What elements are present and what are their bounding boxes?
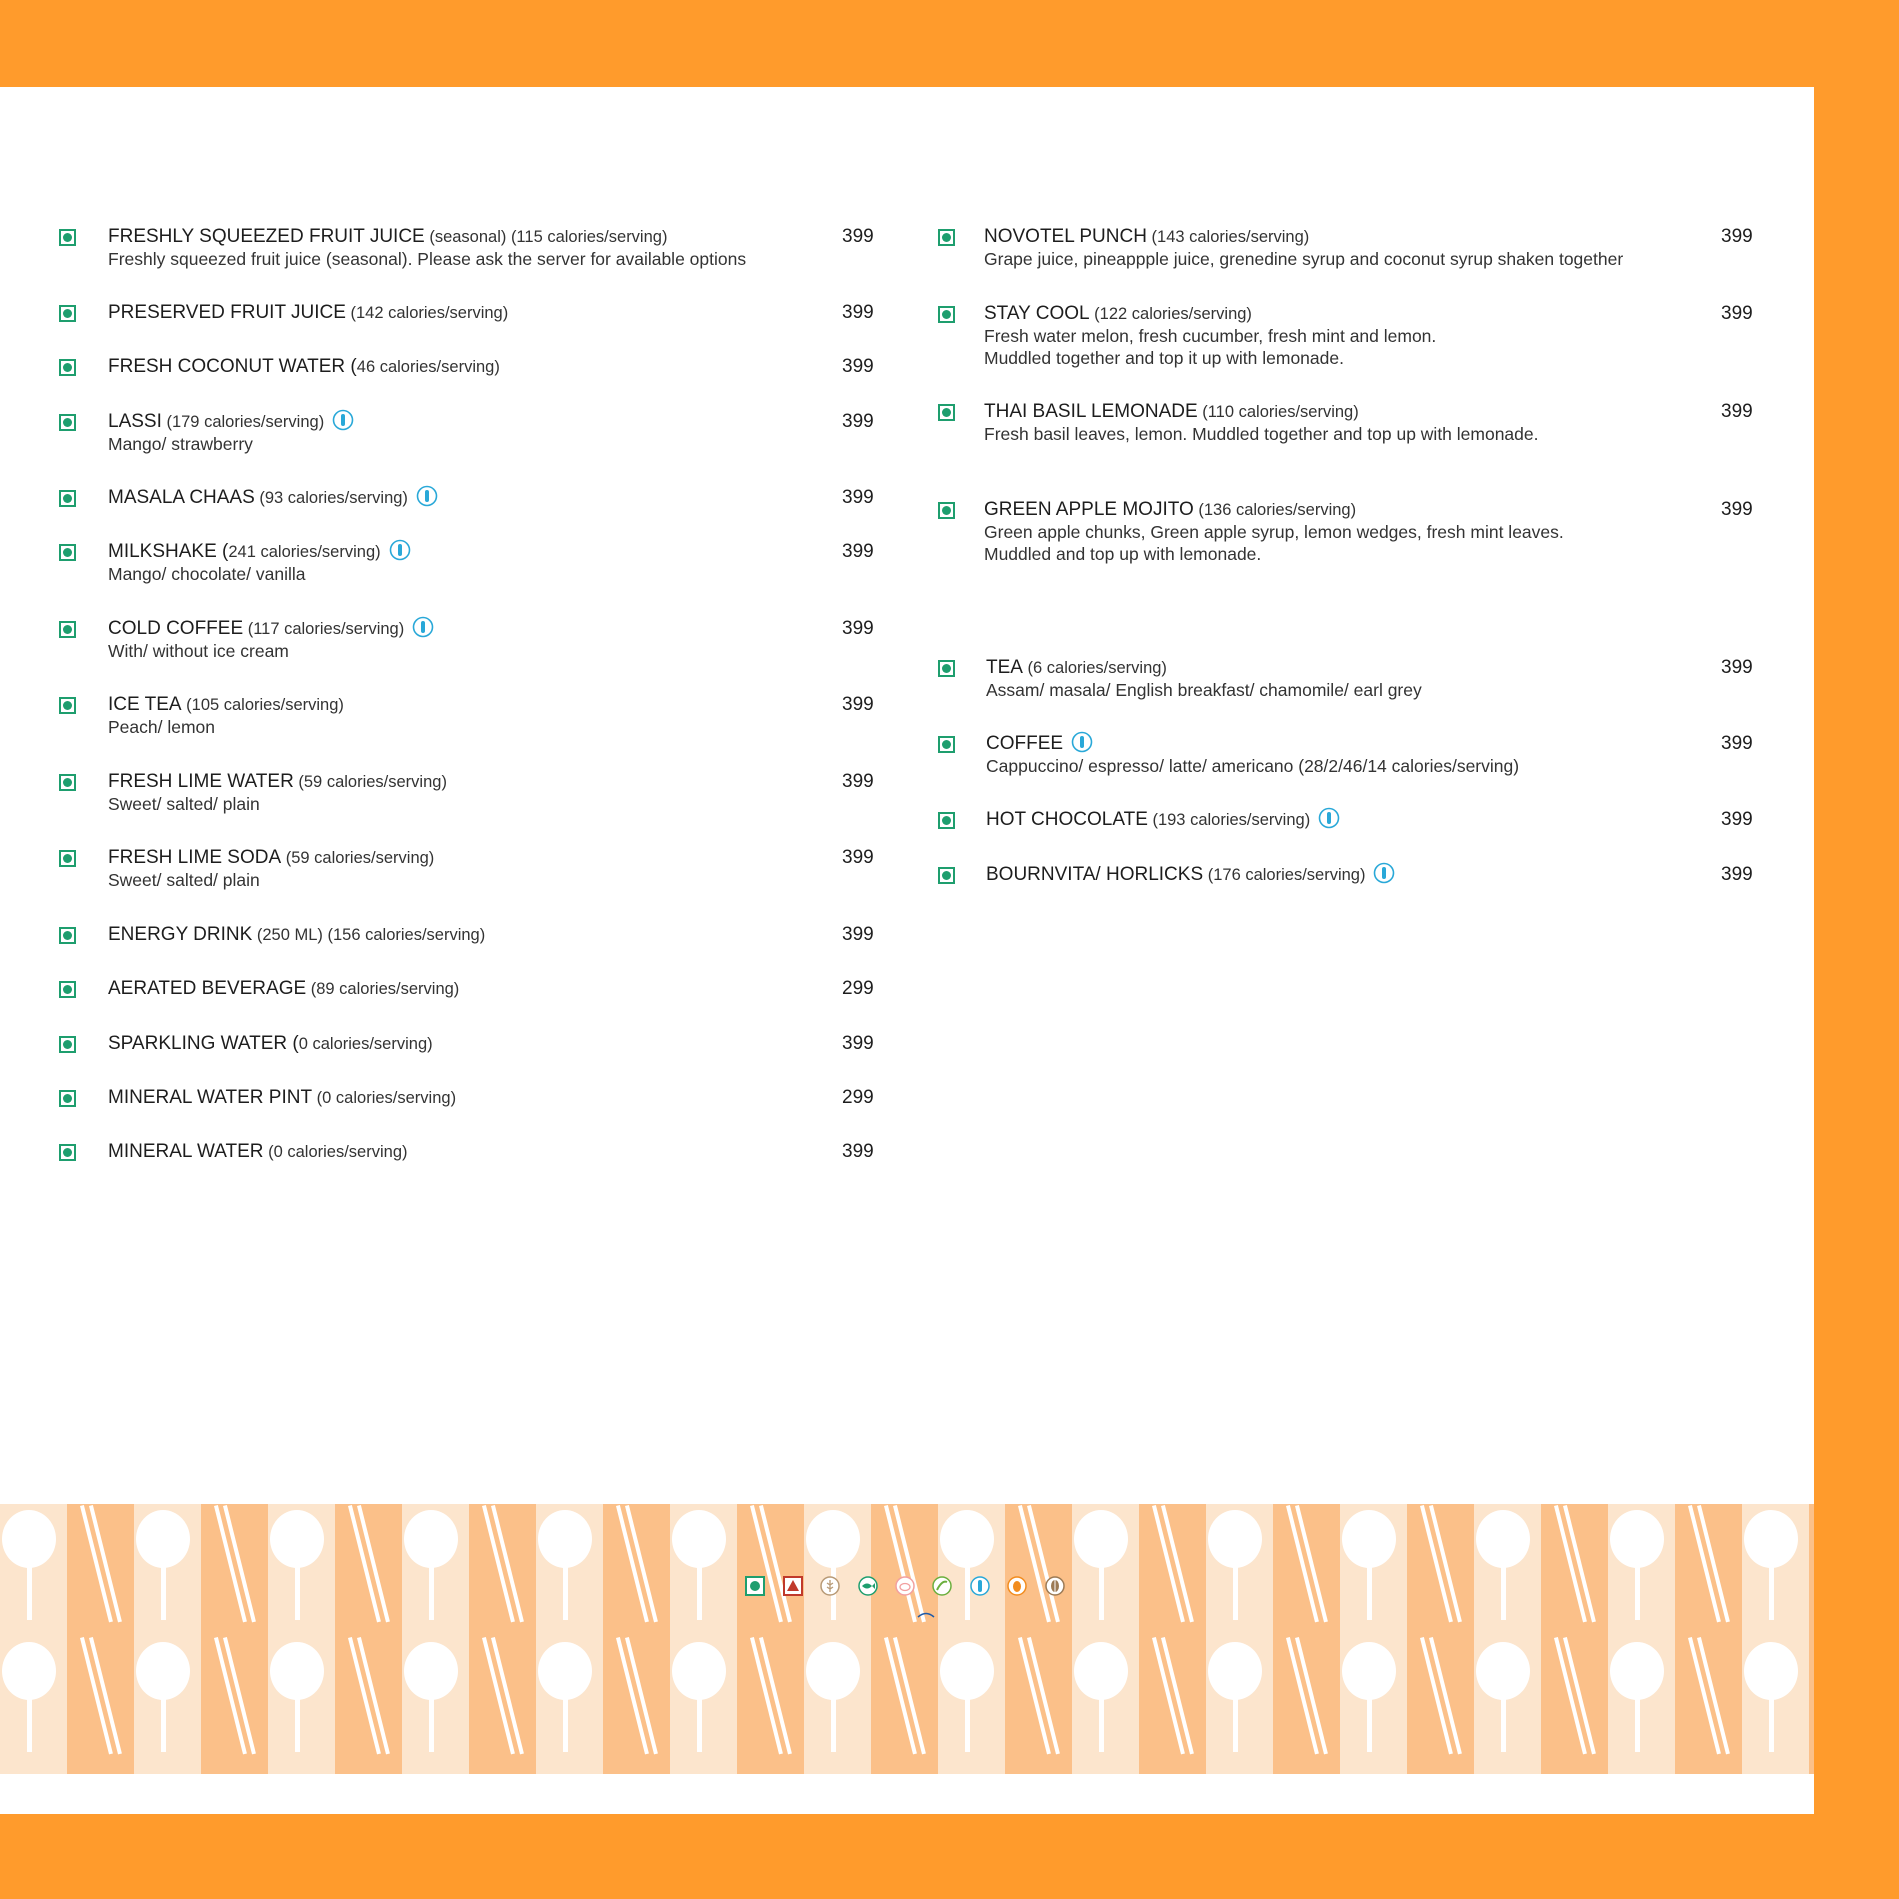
spoon-handle	[1099, 1692, 1104, 1752]
item-calories: (143 calories/serving)	[1146, 228, 1310, 246]
item-description: Mango/ strawberry	[108, 434, 253, 454]
item-description: Assam/ masala/ English breakfast/ chamomile/ earl grey	[986, 680, 1422, 700]
spoon-handle	[1367, 1692, 1372, 1752]
item-name: LASSI	[108, 411, 162, 433]
item-price: 399	[842, 356, 874, 377]
item-price: 399	[1721, 809, 1753, 830]
item-description: Cappuccino/ espresso/ latte/ americano (28/2/46/14 calories/serving)	[986, 756, 1520, 776]
legend-vegetarian	[745, 1576, 769, 1599]
legend-non-vegetarian	[783, 1576, 807, 1599]
item-description-2: Muddled together and top it up with lemonade.	[984, 348, 1344, 368]
milk-icon	[412, 616, 434, 638]
egg-icon	[1007, 1576, 1027, 1596]
spoon-handle	[831, 1692, 836, 1752]
vegetarian-icon	[938, 502, 955, 519]
spoon-handle	[295, 1692, 300, 1752]
item-description: With/ without ice cream	[108, 641, 289, 661]
item-calories: 0 calories/serving)	[298, 1035, 433, 1053]
item-name-line	[986, 809, 1340, 831]
legend-inbalance	[885, 1612, 891, 1635]
item-name-line	[984, 303, 1252, 325]
spoon-handle	[27, 1692, 32, 1752]
item-name: BOURNVITA/ HORLICKS	[986, 864, 1204, 886]
item-price: 399	[842, 302, 874, 323]
spoon-handle	[1769, 1692, 1774, 1752]
spoon-handle	[697, 1692, 702, 1752]
item-description: Grape juice, pineappple juice, grenedine syrup and coconut syrup shaken together	[984, 249, 1624, 269]
item-name: MILKSHAKE (	[108, 541, 229, 563]
vegetarian-icon	[938, 404, 955, 421]
item-name-line	[986, 864, 1395, 886]
item-description: Sweet/ salted/ plain	[108, 794, 260, 814]
item-name: ENERGY DRINK	[108, 924, 253, 945]
vegetarian-icon	[59, 414, 76, 431]
item-calories: (179 calories/serving)	[161, 413, 325, 432]
item-price: 399	[842, 847, 874, 868]
legend-row-1	[0, 1576, 1814, 1599]
milk-icon	[1373, 862, 1395, 884]
vegetarian-icon	[938, 867, 955, 884]
item-name: PRESERVED FRUIT JUICE	[108, 302, 346, 323]
non-vegetarian-icon	[783, 1576, 803, 1596]
item-price: 399	[842, 618, 874, 639]
spoon-handle	[1233, 1692, 1238, 1752]
novotel-n-icon	[915, 1611, 937, 1633]
soy-icon	[932, 1576, 952, 1596]
vegetarian-icon	[59, 1036, 76, 1053]
item-price: 399	[842, 226, 874, 247]
item-price: 399	[1721, 733, 1753, 754]
vegetarian-icon	[938, 736, 955, 753]
vegetarian-icon	[938, 229, 955, 246]
item-calories: (6 calories/serving)	[1022, 659, 1167, 677]
vegetarian-icon	[59, 544, 76, 561]
vegetarian-icon	[938, 660, 955, 677]
item-name-line	[108, 771, 447, 793]
item-name: ICE TEA	[108, 694, 182, 715]
item-price: 399	[842, 1141, 874, 1162]
item-calories: (89 calories/serving)	[306, 980, 460, 998]
item-calories: (105 calories/serving)	[181, 696, 344, 714]
legend-soy	[932, 1576, 956, 1599]
item-name-line	[986, 733, 1093, 755]
vegetarian-icon	[59, 981, 76, 998]
item-price: 399	[842, 487, 874, 508]
item-price: 399	[842, 924, 874, 945]
vegetarian-icon	[59, 490, 76, 507]
vegetarian-icon	[59, 305, 76, 322]
item-name: FRESH LIME WATER	[108, 771, 294, 792]
item-name: GREEN APPLE MOJITO	[984, 499, 1194, 520]
item-price: 299	[842, 1087, 874, 1108]
item-name: FRESH LIME SODA	[108, 847, 282, 868]
item-name: FRESHLY SQUEEZED FRUIT JUICE	[108, 226, 425, 247]
legend-seafood	[858, 1576, 882, 1599]
item-price: 399	[842, 411, 874, 432]
item-description: Sweet/ salted/ plain	[108, 870, 260, 890]
item-price: 399	[842, 694, 874, 715]
item-name-line	[108, 847, 434, 869]
item-price: 399	[1721, 657, 1753, 678]
spoon-handle	[429, 1692, 434, 1752]
item-name-line	[108, 618, 434, 640]
item-description-2: Muddled and top up with lemonade.	[984, 544, 1262, 564]
item-name-line	[986, 657, 1167, 679]
seafood-icon	[858, 1576, 878, 1596]
vegetarian-icon	[59, 1144, 76, 1161]
legend-novotel	[915, 1612, 929, 1635]
item-calories: (59 calories/serving)	[293, 773, 447, 791]
item-name-line	[984, 499, 1356, 521]
vegetarian-icon	[938, 306, 955, 323]
spoon-handle	[965, 1692, 970, 1752]
item-price: 399	[1721, 226, 1753, 247]
legend-pork	[895, 1576, 919, 1599]
item-name-line	[108, 302, 508, 324]
item-calories: (122 calories/serving)	[1089, 305, 1252, 323]
vegetarian-icon	[59, 359, 76, 376]
milk-icon	[332, 409, 354, 431]
legend-band	[0, 1504, 1814, 1774]
band-stripe	[1809, 1504, 1814, 1774]
spoon-handle	[1501, 1692, 1506, 1752]
vegetarian-icon	[59, 697, 76, 714]
legend-gluten	[820, 1576, 844, 1599]
item-calories: (193 calories/serving)	[1147, 811, 1311, 830]
milk-icon	[970, 1576, 990, 1596]
item-name: THAI BASIL LEMONADE	[984, 401, 1198, 422]
item-name: NOVOTEL PUNCH	[984, 226, 1147, 247]
item-name-line	[108, 1087, 456, 1109]
item-name: HOT CHOCOLATE	[986, 809, 1148, 831]
milk-icon	[416, 485, 438, 507]
item-name: TEA	[986, 657, 1023, 678]
item-calories: (142 calories/serving)	[345, 304, 509, 322]
item-name: FRESH COCONUT WATER (	[108, 356, 357, 377]
item-name: MINERAL WATER	[108, 1141, 264, 1162]
item-name-line	[108, 411, 354, 433]
item-calories: (0 calories/serving)	[312, 1089, 457, 1107]
item-description: Fresh water melon, fresh cucumber, fresh mint and lemon.	[984, 326, 1437, 346]
legend-milk	[970, 1576, 994, 1599]
item-description: Fresh basil leaves, lemon. Muddled together and top up with lemonade.	[984, 424, 1539, 444]
page-title	[252, 115, 258, 147]
item-price: 399	[1721, 864, 1753, 885]
vegetarian-icon	[59, 229, 76, 246]
item-name: COLD COFFEE	[108, 618, 244, 640]
milk-icon	[1071, 731, 1093, 753]
item-calories: (110 calories/serving)	[1197, 403, 1359, 421]
item-calories: 241 calories/serving)	[228, 543, 381, 562]
item-calories: (0 calories/serving)	[263, 1143, 408, 1161]
vegetarian-icon	[938, 812, 955, 829]
item-name-line	[984, 226, 1309, 248]
item-name: COFFEE	[986, 733, 1064, 755]
milk-icon	[1318, 807, 1340, 829]
item-name-line	[108, 924, 485, 946]
item-price: 399	[1721, 499, 1753, 520]
legend-row-2	[0, 1612, 1814, 1635]
item-calories: (250 ML) (156 calories/serving)	[252, 926, 486, 944]
vegetarian-icon	[59, 621, 76, 638]
item-name-line	[108, 1033, 433, 1055]
vegetarian-icon	[59, 927, 76, 944]
vegetarian-icon	[745, 1576, 765, 1596]
vegetarian-icon	[59, 850, 76, 867]
item-name: SPARKLING WATER (	[108, 1033, 299, 1054]
item-name-line	[108, 694, 344, 716]
item-name: STAY COOL	[984, 303, 1090, 324]
item-price: 399	[842, 1033, 874, 1054]
menu-page	[0, 87, 1814, 1814]
item-name: MINERAL WATER PINT	[108, 1087, 313, 1108]
legend-nuts	[1045, 1576, 1069, 1599]
item-name: AERATED BEVERAGE	[108, 978, 307, 999]
item-name-line	[108, 978, 459, 1000]
spoon-handle	[563, 1692, 568, 1752]
item-name-line	[108, 487, 438, 509]
nuts-icon	[1045, 1576, 1065, 1596]
spoon-handle	[161, 1692, 166, 1752]
item-calories: (93 calories/serving)	[254, 489, 408, 508]
vegetarian-icon	[59, 774, 76, 791]
legend-egg	[1007, 1576, 1031, 1599]
item-name-line	[108, 541, 411, 563]
pork-icon	[895, 1576, 915, 1596]
item-calories: (seasonal) (115 calories/serving)	[424, 228, 668, 246]
item-price: 399	[1721, 303, 1753, 324]
item-calories: (117 calories/serving)	[243, 620, 405, 639]
item-calories: (136 calories/serving)	[1193, 501, 1357, 519]
item-name: MASALA CHAAS	[108, 487, 255, 509]
spoon-handle	[1635, 1692, 1640, 1752]
item-price: 399	[842, 541, 874, 562]
item-price: 299	[842, 978, 874, 999]
item-description: Green apple chunks, Green apple syrup, lemon wedges, fresh mint leaves.	[984, 522, 1564, 542]
item-name-line	[108, 226, 667, 248]
gluten-icon	[820, 1576, 840, 1596]
item-name-line	[108, 356, 500, 378]
item-description: Freshly squeezed fruit juice (seasonal). Please ask the server for available options	[108, 249, 747, 269]
item-calories: (176 calories/serving)	[1203, 866, 1366, 885]
item-calories: (59 calories/serving)	[281, 849, 435, 867]
vegetarian-icon	[59, 1090, 76, 1107]
item-price: 399	[842, 771, 874, 792]
item-name-line	[108, 1141, 408, 1163]
item-description: Peach/ lemon	[108, 717, 216, 737]
item-name-line	[984, 401, 1359, 423]
item-description: Mango/ chocolate/ vanilla	[108, 564, 306, 584]
item-price: 399	[1721, 401, 1753, 422]
milk-icon	[389, 539, 411, 561]
item-calories: 46 calories/serving)	[356, 358, 500, 376]
